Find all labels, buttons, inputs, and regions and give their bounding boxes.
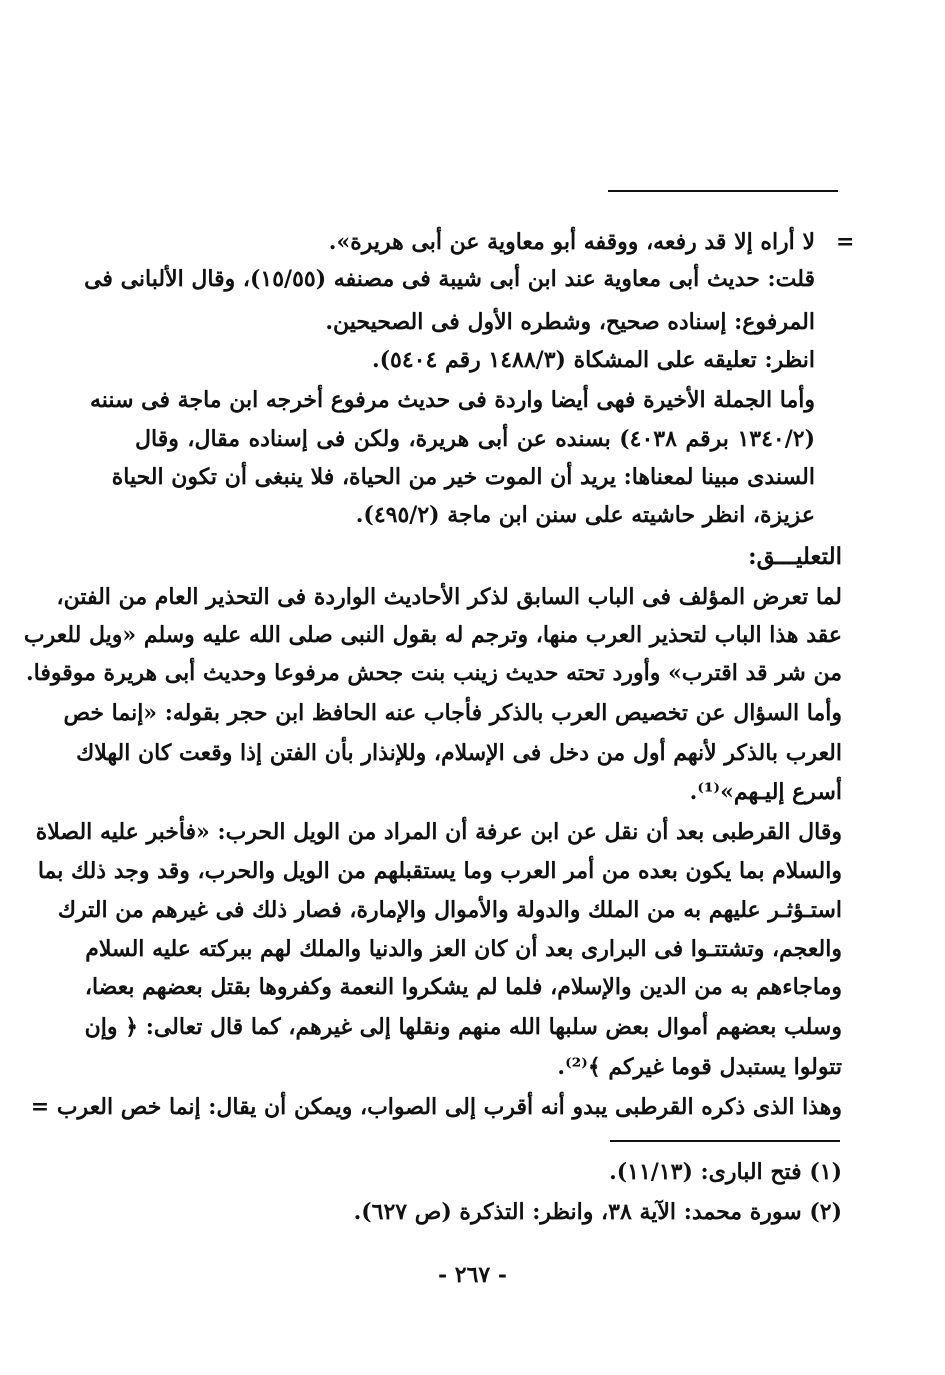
footnote-cont-line: السندى مبينا لمعناها: يريد أن الموت خير من الحياة، فلا ينبغى أن تكون الحياة: [111, 464, 815, 490]
footnote-rule: [610, 1140, 840, 1142]
body-line: استـؤثـر عليهم به من الملك والدولة والأموال والإمارة، فصار ذلك فى غيرهم من الترك: [57, 897, 842, 923]
footnote-1: (١) فتح البارى: (١١/١٣).: [609, 1159, 842, 1185]
footnote-cont-line: لا أراه إلا قد رفعه، ووقفه أبو معاوية عن أبى هريرة».: [328, 229, 815, 255]
body-line: وهذا الذى ذكره القرطبى يبدو أنه أقرب إلى الصواب، ويمكن أن يقال: إنما خص العرب =: [30, 1094, 842, 1120]
footnote-cont-line: قلت: حديث أبى معاوية عند ابن أبى شيبة فى مصنفه (١٥/٥٥)، وقال الألبانى فى: [84, 266, 815, 292]
body-line: وماجاءهم به من الدين والإسلام، فلما لم يشكروا النعمة وكفروها بقتل بعضهم بعضا،: [84, 974, 842, 1000]
body-line: تتولوا يستبدل قوما غيركم ﴾⁽²⁾.: [557, 1054, 842, 1080]
continuation-marker: =: [836, 229, 855, 255]
footnote-cont-line: (١٣٤٠/٢ برقم ٤٠٣٨) بسنده عن أبى هريرة، ولكن فى إسناده مقال، وقال: [135, 426, 815, 452]
footnote-cont-line: انظر: تعليقه على المشكاة (١٤٨٨/٣ رقم ٥٤٠٤).: [371, 347, 815, 373]
page-number: - ٢٦٧ -: [437, 1262, 508, 1288]
footnote-2: (٢) سورة محمد: الآية ٣٨، وانظر: التذكرة (ص ٦٢٧).: [353, 1199, 842, 1225]
body-line: وأما السؤال عن تخصيص العرب بالذكر فأجاب عنه الحافظ ابن حجر بقوله: «إنما خص: [63, 700, 842, 726]
body-line: أسرع إليـهم»⁽¹⁾.: [689, 779, 842, 805]
body-line: لما تعرض المؤلف فى الباب السابق لذكر الأحاديث الواردة فى التحذير العام من الفتن،: [56, 584, 842, 610]
body-line: العرب بالذكر لأنهم أول من دخل فى الإسلام، وللإنذار بأن الفتن إذا وقعت كان الهلاك: [76, 740, 842, 766]
body-line: وقال القرطبى بعد أن نقل عن ابن عرفة أن المراد من الويل الحرب: «فأخبر عليه الصلاة: [35, 819, 842, 845]
footnote-cont-line: المرفوع: إسناده صحيح، وشطره الأول فى الصحيحين.: [325, 309, 815, 335]
body-line: وسلب بعضهم أموال بعض سلبها الله منهم ونقلها إلى غيرهم، كما قال تعالى: ﴿ وإن: [84, 1014, 842, 1040]
body-line: من شر قد اقترب» وأورد تحته حديث زينب بنت جحش مرفوعا وحديث أبى هريرة موقوفا.: [25, 660, 842, 686]
footnote-cont-line: عزيزة، انظر حاشيته على سنن ابن ماجة (٤٩٥/٢).: [355, 502, 815, 528]
body-line: عقد هذا الباب لتحذير العرب منها، وترجم له بقول النبى صلى الله عليه وسلم «ويل للعرب: [23, 622, 842, 648]
top-footnote-rule: [608, 190, 838, 192]
body-line: والسلام بما يكون بعده من أمر العرب وما يستقبلهم من الويل والحرب، وقد وجد ذلك بما: [37, 858, 842, 884]
footnote-cont-line: وأما الجملة الأخيرة فهى أيضا واردة فى حديث مرفوع أخرجه ابن ماجة فى سننه: [90, 387, 815, 413]
section-heading: التعليـــق:: [748, 543, 842, 570]
body-line: والعجم، وتشتتـوا فى البرارى بعد أن كان العز والدنيا والملك لهم ببركته عليه السلام: [85, 936, 842, 962]
